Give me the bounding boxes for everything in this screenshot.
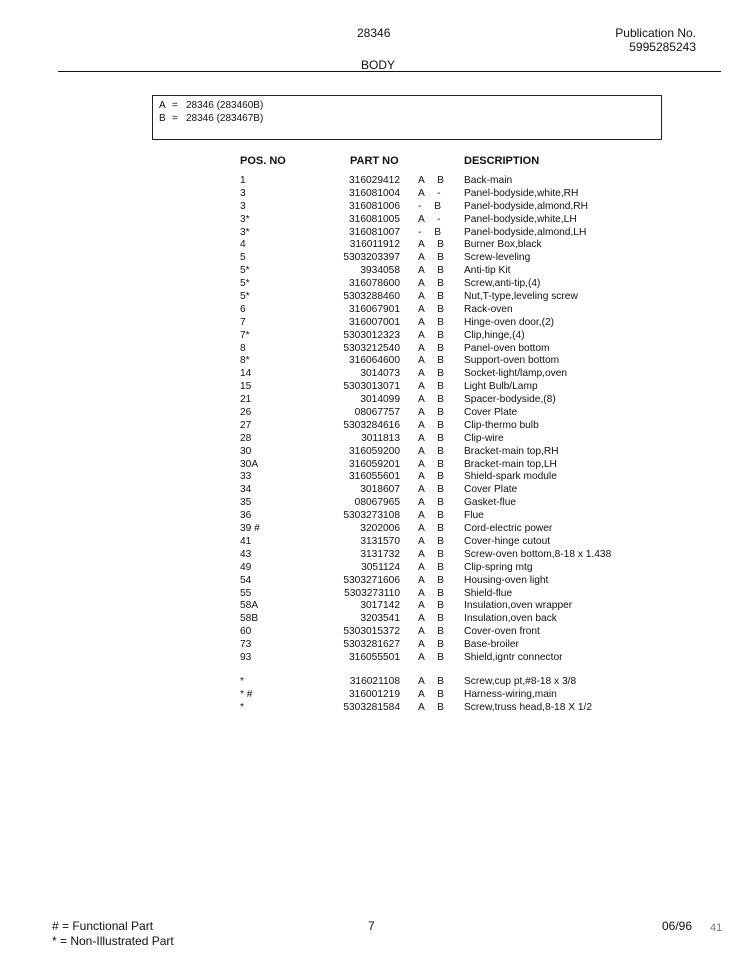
model-applicability: A B [418,329,449,341]
publication-info [600,26,696,54]
part-description: Base-broiler [464,639,519,651]
part-number: 316064600 [349,355,400,367]
model-applicability: A B [418,175,449,186]
pos-number: 5 [240,252,246,264]
table-row [0,278,750,291]
table-row [0,484,750,497]
part-description: Burner Box,black [464,239,542,251]
pos-number: 7* [240,329,250,341]
pos-number: 3 [240,200,246,212]
model-applicability: - B [418,226,447,238]
model-applicability: A B [418,394,449,406]
part-number: 5303013071 [343,381,400,393]
section-title: BODY [361,58,396,72]
model-applicability: A B [418,523,449,535]
model-applicability: A B [418,419,449,431]
table-row [0,175,750,188]
table-row [0,523,750,536]
pos-number: 33 [240,471,252,483]
part-number: 316059201 [349,458,400,470]
part-description: Screw-oven bottom,8-18 x 1.438 [464,548,612,560]
part-description: Shield-spark module [464,471,557,483]
model-applicability: A B [418,432,449,444]
publication-number: 5995285243 [629,40,696,54]
pos-number: 58B [240,613,259,625]
part-number: 3202006 [360,523,400,535]
table-row [0,355,750,368]
part-description: Back-main [464,175,513,186]
model-applicability: A B [418,407,449,419]
part-description: Screw,anti-tip,(4) [464,278,541,290]
table-row [0,265,750,278]
part-description: Bracket-main top,RH [464,445,559,457]
pos-number: 5* [240,278,250,290]
model-applicability: A B [418,600,449,612]
table-row [0,252,750,265]
pos-number: * [240,701,244,713]
model-applicability: A B [418,548,449,560]
part-number: 316007001 [349,316,400,328]
table-row [0,600,750,613]
model-applicability: A B [418,626,449,638]
pos-number: 1 [240,175,246,186]
pos-number: 6 [240,303,246,315]
table-row [0,368,750,381]
table-row [0,330,750,343]
pos-number: 3 [240,187,246,199]
pos-number: 43 [240,548,252,560]
table-row [0,227,750,240]
part-number: 3203541 [360,613,400,625]
part-description: Cover Plate [464,484,518,496]
publication-label: Publication No. [615,26,696,40]
legend-functional: # = Functional Part [52,919,154,933]
part-description: Gasket-flue [464,497,517,509]
part-number: 316081006 [349,200,400,212]
part-number: 316011912 [349,239,400,251]
model-applicability: A B [418,445,449,457]
table-row [0,471,750,484]
pos-number: 21 [240,394,252,406]
part-description: Nut,T-type,leveling screw [464,291,578,303]
part-number: 316021108 [349,676,400,687]
part-description: Support-oven bottom [464,355,560,367]
part-description: Screw-leveling [464,252,531,264]
model-applicability: A B [418,587,449,599]
part-number: 5303212540 [343,342,400,354]
model-applicability: A B [418,381,449,393]
pos-number: 28 [240,432,252,444]
part-description: Insulation,oven wrapper [464,600,573,612]
part-description: Cover-hinge cutout [464,535,551,547]
pos-number: 27 [240,419,252,431]
part-number: 316081005 [349,213,400,225]
pos-number: 34 [240,484,252,496]
table-row [0,676,750,689]
model-number: 28346 [357,26,391,40]
model-applicability: A B [418,252,449,264]
pos-number: 54 [240,574,252,586]
part-number: 5303012323 [343,329,400,341]
part-number: 5303203397 [343,252,400,264]
part-number: 3934058 [360,265,400,277]
part-description: Spacer-bodyside,(8) [464,394,556,406]
part-description: Shield,igntr connector [464,651,563,663]
legend-non-illustrated: * = Non-Illustrated Part [52,933,174,948]
part-number: 3014099 [360,394,400,406]
model-applicability: A B [418,278,449,290]
table-row [0,201,750,214]
part-number: 316081007 [349,226,400,238]
model-applicability: A B [418,484,449,496]
column-header-part: PART NO [350,155,399,167]
pos-number: 60 [240,626,252,638]
model-variants-box [152,95,662,140]
part-number: 5303271606 [343,574,400,586]
table-row [0,613,750,626]
model-applicability: A B [418,303,449,315]
pos-number: * [240,676,244,687]
pos-number: 15 [240,381,252,393]
part-description: Cover Plate [464,407,518,419]
model-applicability: A B [418,316,449,328]
part-number: 5303281584 [343,701,400,713]
model-applicability: A B [418,651,449,663]
part-description: Clip,hinge,(4) [464,329,525,341]
table-row [0,407,750,420]
part-description: Panel-bodyside,white,LH [464,213,577,225]
model-applicability: A B [418,355,449,367]
table-row [0,420,750,433]
part-number: 5303015372 [343,626,400,638]
part-number: 5303273110 [344,587,400,599]
variant-value: 28346 (283467B) [186,113,264,124]
model-applicability: A - [418,213,446,225]
table-row [0,291,750,304]
table-row [0,702,750,715]
table-row [0,575,750,588]
table-row [0,497,750,510]
pos-number: 35 [240,497,252,509]
part-number: 3131570 [360,535,400,547]
part-number: 316055501 [349,651,400,663]
part-number: 316029412 [349,175,400,186]
model-applicability: A B [418,458,449,470]
model-applicability: A B [418,613,449,625]
table-row [0,562,750,575]
model-applicability: A B [418,701,449,713]
pos-number: 55 [240,587,252,599]
model-applicability: A B [418,639,449,651]
variant-key: A [159,100,166,111]
table-row [0,510,750,523]
part-description: Cord-electric power [464,523,553,535]
variant-eq: = [172,100,178,111]
part-description: Panel-bodyside,almond,RH [464,200,589,212]
pos-number: 73 [240,639,252,651]
model-applicability: A - [418,187,446,199]
pos-number: 26 [240,407,252,419]
part-description: Hinge-oven door,(2) [464,316,555,328]
variant-row [159,99,655,112]
part-description: Socket-light/lamp,oven [464,368,568,380]
part-number: 3051124 [361,561,400,573]
model-applicability: A B [418,471,449,483]
table-row [0,459,750,472]
pos-number: 14 [240,368,252,380]
table-row [0,588,750,601]
table-row [0,381,750,394]
part-description: Shield-flue [464,587,513,599]
part-description: Cover-oven front [464,626,540,638]
pos-number: 41 [240,535,252,547]
pos-number: 8 [240,342,246,354]
model-applicability: A B [418,510,449,522]
model-applicability: A B [418,688,449,700]
table-row [0,214,750,227]
part-number: 08067757 [354,407,400,419]
column-header-description: DESCRIPTION [464,155,540,167]
pos-number: 36 [240,510,252,522]
part-number: 3011813 [361,432,400,444]
model-applicability: A B [418,574,449,586]
model-applicability: A B [418,676,449,687]
table-row [0,689,750,702]
part-description: Bracket-main top,LH [464,458,557,470]
part-number: 3018607 [360,484,400,496]
part-description: Panel-bodyside,white,RH [464,187,579,199]
part-number: 3014073 [360,368,400,380]
table-row [0,239,750,252]
part-description: Flue [464,510,484,522]
model-applicability: A B [418,342,449,354]
pos-number: * # [240,688,253,700]
pos-number: 3* [240,213,250,225]
variant-eq: = [172,113,178,124]
table-row [0,188,750,201]
part-description: Panel-oven bottom [464,342,550,354]
part-number: 316081004 [349,187,400,199]
table-row [0,639,750,652]
footer-legend [52,919,174,948]
part-number: 316055601 [349,471,400,483]
table-row [0,317,750,330]
corner-mark: 41 [710,922,723,934]
pos-number: 39 # [240,523,260,535]
table-row [0,343,750,356]
pos-number: 5* [240,265,250,277]
part-description: Housing-oven light [464,574,549,586]
column-header-pos: POS. NO [240,155,286,167]
pos-number: 49 [240,561,252,573]
part-number: 3017142 [360,600,400,612]
model-applicability: A B [418,239,449,251]
model-applicability: A B [418,535,449,547]
table-row [0,433,750,446]
part-description: Clip-spring mtg [464,561,533,573]
variant-key: B [159,113,166,124]
table-row [0,446,750,459]
model-applicability: A B [418,561,449,573]
part-description: Rack-oven [464,303,513,315]
table-row [0,394,750,407]
part-number: 08067965 [354,497,400,509]
table-row [0,626,750,639]
variant-value: 28346 (283460B) [186,100,264,111]
part-number: 5303281627 [343,639,400,651]
part-number: 316067901 [349,303,400,315]
model-applicability: A B [418,265,449,277]
part-description: Screw,truss head,8-18 X 1/2 [464,701,592,713]
table-row [0,536,750,549]
part-description: Clip-thermo bulb [464,419,539,431]
pos-number: 8* [240,355,250,367]
part-description: Panel-bodyside,almond,LH [464,226,587,238]
pos-number: 3* [240,226,250,238]
pos-number: 4 [240,239,246,251]
pos-number: 30A [240,458,259,470]
pos-number: 93 [240,651,252,663]
part-description: Light Bulb/Lamp [464,381,538,393]
model-applicability: A B [418,291,449,303]
part-description: Anti-tip Kit [464,265,511,277]
part-number: 3131732 [360,548,400,560]
model-applicability: A B [418,497,449,509]
part-number: 316001219 [349,688,400,700]
part-number: 5303288460 [343,291,400,303]
variant-row [159,112,655,125]
page-number: 7 [368,919,375,933]
table-row [0,549,750,562]
model-applicability: - B [418,200,447,212]
part-number: 5303284616 [343,419,400,431]
part-description: Insulation,oven back [464,613,557,625]
part-description: Clip-wire [464,432,504,444]
part-number: 5303273108 [343,510,400,522]
part-number: 316078600 [349,278,400,290]
table-row [0,304,750,317]
pos-number: 58A [240,600,259,612]
parts-table [0,175,750,665]
table-row [0,652,750,665]
pos-number: 30 [240,445,252,457]
publication-date: 06/96 [662,919,693,933]
part-description: Screw,cup pt,#8-18 x 3/8 [464,676,577,687]
unillustrated-parts-table [0,676,750,715]
part-description: Harness-wiring,main [464,688,557,700]
model-applicability: A B [418,368,449,380]
header-divider [58,71,721,72]
pos-number: 5* [240,291,250,303]
pos-number: 7 [240,316,246,328]
part-number: 316059200 [349,445,400,457]
